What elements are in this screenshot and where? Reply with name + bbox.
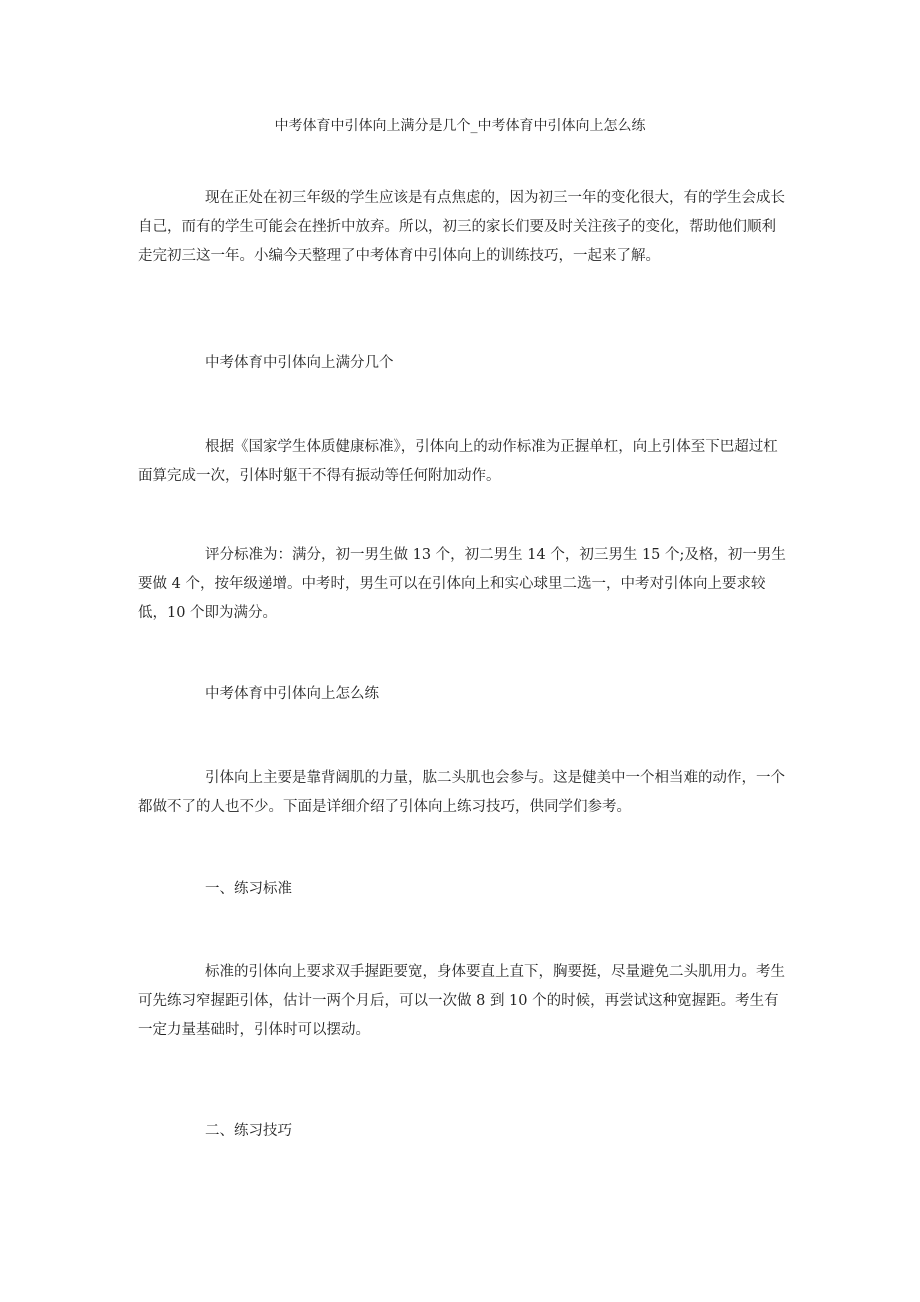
subsection-heading-standard: 一、练习标准 — [205, 881, 292, 897]
training-intro-paragraph: 引体向上主要是靠背阔肌的力量，肱二头肌也会参与。这是健美中一个相当难的动作，一个都做不了的人也不少。下面是详细介绍了引体向上练习技巧，供同学们参考。 — [138, 770, 785, 815]
practice-standard-paragraph: 标准的引体向上要求双手握距要宽，身体要直上直下，胸要挺，尽量避免二头肌用力。考生可先练习窄握距引体，估计一两个月后，可以一次做 8 到 10 个的时候，再尝试这种宽握距。考生有一定力量基础时，引体时可以摆动。 — [138, 964, 785, 1038]
scoring-paragraph: 评分标准为：满分，初一男生做 13 个，初二男生 14 个，初三男生 15 个;及格，初一男生要做 4 个，按年级递增。中考时，男生可以在引体向上和实心球里二选一，中考对引体向上要求较低，10 个即为满分。 — [138, 547, 786, 621]
section-heading-full-score: 中考体育中引体向上满分几个 — [205, 355, 394, 371]
section-heading-how-to-train: 中考体育中引体向上怎么练 — [205, 686, 379, 702]
document-title: 中考体育中引体向上满分是几个_中考体育中引体向上怎么练 — [274, 118, 646, 134]
intro-paragraph: 现在正处在初三年级的学生应该是有点焦虑的，因为初三一年的变化很大，有的学生会成长自己，而有的学生可能会在挫折中放弃。所以，初三的家长们要及时关注孩子的变化，帮助他们顺利走完初三这一年。小编今天整理了中考体育中引体向上的训练技巧，一起来了解。 — [138, 190, 785, 264]
subsection-heading-technique: 二、练习技巧 — [205, 1123, 292, 1139]
standard-paragraph: 根据《国家学生体质健康标准》，引体向上的动作标准为正握单杠，向上引体至下巴超过杠面算完成一次，引体时躯干不得有振动等任何附加动作。 — [138, 439, 778, 484]
